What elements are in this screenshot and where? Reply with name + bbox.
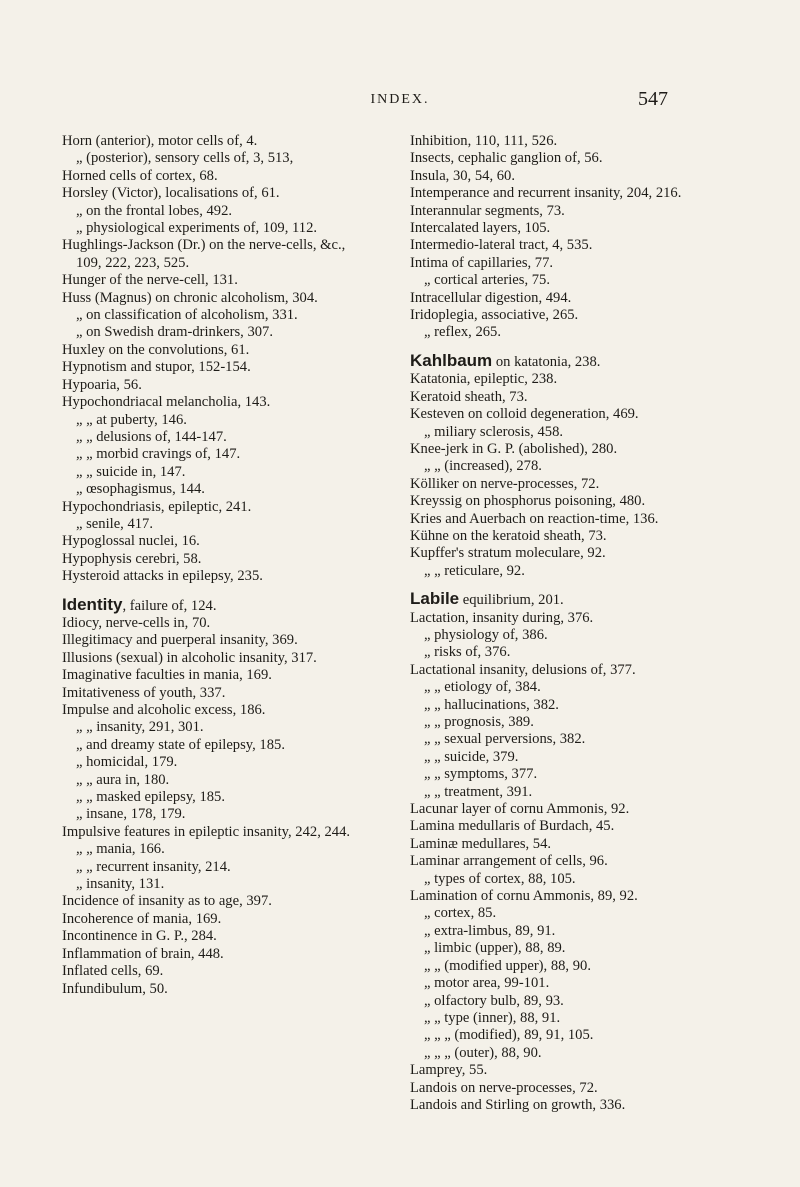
index-entry: „ „ type (inner), 88, 91. — [424, 1009, 561, 1026]
index-entry: Laminæ medullares, 54. — [410, 835, 552, 852]
index-entry: „ on classification of alcoholism, 331. — [76, 307, 298, 324]
index-entry: „ senile, 417. — [76, 515, 154, 532]
index-entry: Insects, cephalic ganglion of, 56. — [410, 150, 603, 167]
index-entry: Interannular segments, 73. — [410, 202, 565, 219]
index-entry: Identity, failure of, 124. — [62, 594, 217, 614]
index-entry: „ „ aura in, 180. — [76, 771, 170, 788]
index-entry: Intermedio-lateral tract, 4, 535. — [410, 237, 593, 254]
index-entry: „ reflex, 265. — [424, 324, 501, 341]
index-entry: Kreyssig on phosphorus poisoning, 480. — [410, 493, 646, 510]
index-entry: Lamina medullaris of Burdach, 45. — [410, 818, 615, 835]
index-entry: „ extra-limbus, 89, 91. — [424, 922, 556, 939]
index-entry: „ (posterior), sensory cells of, 3, 513, — [76, 150, 294, 167]
index-entry: Intima of capillaries, 77. — [410, 254, 554, 271]
index-entry: Illegitimacy and puerperal insanity, 369. — [62, 632, 298, 649]
index-entry: Impulse and alcoholic excess, 186. — [62, 702, 266, 718]
index-entry: Huxley on the convolutions, 61. — [62, 341, 250, 358]
index-entry: „ types of cortex, 88, 105. — [424, 870, 576, 887]
index-entry: „ insanity, 131. — [76, 876, 165, 893]
index-entry: „ physiological experiments of, 109, 112. — [76, 220, 318, 237]
index-entry: Kupffer's stratum moleculare, 92. — [410, 545, 606, 562]
index-entry: „ „ treatment, 391. — [424, 783, 533, 800]
index-entry: Hysteroid attacks in epilepsy, 235. — [62, 568, 263, 585]
index-entry: „ risks of, 376. — [424, 644, 511, 661]
index-entry: „ „ morbid cravings of, 147. — [76, 446, 241, 463]
index-entry: Horned cells of cortex, 68. — [62, 167, 218, 184]
index-entry: „ „ „ (outer), 88, 90. — [424, 1044, 542, 1061]
index-entry: Landois on nerve-processes, 72. — [410, 1079, 598, 1096]
index-entry: Idiocy, nerve-cells in, 70. — [62, 614, 211, 631]
index-entry: Lamprey, 55. — [410, 1062, 488, 1079]
index-entry: Hypnotism and stupor, 152-154. — [62, 359, 251, 376]
index-entry: Horsley (Victor), localisations of, 61. — [62, 185, 280, 202]
index-entry: Intracellular digestion, 494. — [410, 289, 572, 306]
index-entry: „ „ „ (modified), 89, 91, 105. — [424, 1027, 594, 1044]
index-entry: Labile equilibrium, 201. — [410, 589, 564, 609]
index-entry: „ homicidal, 179. — [76, 754, 178, 771]
index-entry: „ „ recurrent insanity, 214. — [76, 858, 231, 875]
index-entry: „ „ suicide, 379. — [424, 748, 519, 765]
index-entry: „ physiology of, 386. — [424, 626, 548, 643]
index-entry: Infundibulum, 50. — [62, 980, 168, 997]
index-entry: Imaginative faculties in mania, 169. — [62, 667, 272, 684]
index-entry: Hypophysis cerebri, 58. — [62, 550, 202, 567]
index-entry: Illusions (sexual) in alcoholic insanity, 317. — [62, 649, 317, 666]
index-entry: Kahlbaum on katatonia, 238. — [410, 350, 601, 370]
index-entry: Keratoid sheath, 73. — [410, 388, 528, 405]
index-entry: „ „ prognosis, 389. — [424, 714, 534, 730]
page-number: 547 — [638, 88, 668, 110]
index-column-left — [62, 133, 362, 998]
index-entry: Inhibition, 110, 111, 526. — [410, 133, 558, 149]
index-entry: „ on the frontal lobes, 492. — [76, 202, 233, 219]
index-entry: „ cortex, 85. — [424, 905, 497, 922]
index-entry: Lactational insanity, delusions of, 377. — [410, 661, 636, 678]
index-entry: „ motor area, 99-101. — [424, 975, 550, 992]
index-entry: Kölliker on nerve-processes, 72. — [410, 475, 600, 492]
index-entry: Hypochondriacal melancholia, 143. — [62, 394, 271, 411]
index-entry: Imitativeness of youth, 337. — [62, 684, 226, 701]
index-entry: „ „ mania, 166. — [76, 841, 165, 858]
index-entry: „ „ (increased), 278. — [424, 458, 542, 475]
index-entry: Intemperance and recurrent insanity, 204, 216. — [410, 185, 682, 202]
index-entry: „ and dreamy state of epilepsy, 185. — [76, 736, 285, 753]
index-entry: „ „ hallucinations, 382. — [424, 696, 559, 713]
index-entry: Hunger of the nerve-cell, 131. — [62, 272, 238, 289]
index-entry: „ „ insanity, 291, 301. — [76, 719, 204, 736]
index-entry: Lacunar layer of cornu Ammonis, 92. — [410, 801, 630, 818]
index-entry: Hypoaria, 56. — [62, 376, 142, 393]
index-entry: Lactation, insanity during, 376. — [410, 609, 594, 626]
index-entry: Inflated cells, 69. — [62, 963, 164, 980]
index-entry: Hughlings-Jackson (Dr.) on the nerve-cells, &c., 109, 222, 223, 525. — [62, 237, 346, 271]
running-title: INDEX. — [370, 92, 430, 107]
index-entry: „ „ symptoms, 377. — [424, 766, 538, 783]
index-entry: Katatonia, epileptic, 238. — [410, 371, 558, 388]
index-entry: „ „ reticulare, 92. — [424, 562, 525, 579]
index-entry: Incidence of insanity as to age, 397. — [62, 893, 272, 910]
index-entry: Kühne on the keratoid sheath, 73. — [410, 527, 607, 544]
index-entry: Lamination of cornu Ammonis, 89, 92. — [410, 888, 638, 905]
index-entry: „ „ etiology of, 384. — [424, 679, 541, 696]
index-entry: „ „ sexual perversions, 382. — [424, 731, 586, 748]
index-entry: Kesteven on colloid degeneration, 469. — [410, 406, 639, 423]
index-entry: „ miliary sclerosis, 458. — [424, 423, 564, 440]
index-entry: „ insane, 178, 179. — [76, 806, 186, 823]
index-entry: Kries and Auerbach on reaction-time, 136. — [410, 510, 659, 527]
index-entry: Hypochondriasis, epileptic, 241. — [62, 498, 252, 515]
index-entry: Horn (anterior), motor cells of, 4. — [62, 133, 258, 149]
index-entry: „ „ suicide in, 147. — [76, 463, 186, 480]
index-entry: „ limbic (upper), 88, 89. — [424, 940, 566, 957]
index-entry: „ olfactory bulb, 89, 93. — [424, 992, 564, 1009]
index-entry: Knee-jerk in G. P. (abolished), 280. — [410, 440, 618, 457]
index-entry: „ cortical arteries, 75. — [424, 272, 551, 289]
index-entry: „ œsophagismus, 144. — [76, 481, 205, 498]
index-entry: „ on Swedish dram-drinkers, 307. — [76, 324, 273, 341]
index-entry: „ „ masked epilepsy, 185. — [76, 789, 226, 806]
index-entry: Intercalated layers, 105. — [410, 220, 551, 237]
index-entry: Insula, 30, 54, 60. — [410, 167, 515, 184]
index-entry: Iridoplegia, associative, 265. — [410, 307, 579, 324]
index-entry: Landois and Stirling on growth, 336. — [410, 1096, 626, 1113]
index-entry: „ „ at puberty, 146. — [76, 411, 187, 428]
index-entry: Laminar arrangement of cells, 96. — [410, 853, 608, 870]
index-entry: Hypoglossal nuclei, 16. — [62, 533, 200, 550]
index-column-right — [410, 133, 706, 1114]
index-entry: „ „ (modified upper), 88, 90. — [424, 957, 591, 974]
index-entry: Incontinence in G. P., 284. — [62, 928, 217, 945]
index-entry: Incoherence of mania, 169. — [62, 910, 222, 927]
index-entry: Inflammation of brain, 448. — [62, 945, 224, 962]
index-entry: Huss (Magnus) on chronic alcoholism, 304. — [62, 289, 318, 306]
index-entry: „ „ delusions of, 144-147. — [76, 428, 227, 445]
page-header — [0, 88, 800, 118]
index-entry: Impulsive features in epileptic insanity, 242, 244. — [62, 823, 351, 840]
